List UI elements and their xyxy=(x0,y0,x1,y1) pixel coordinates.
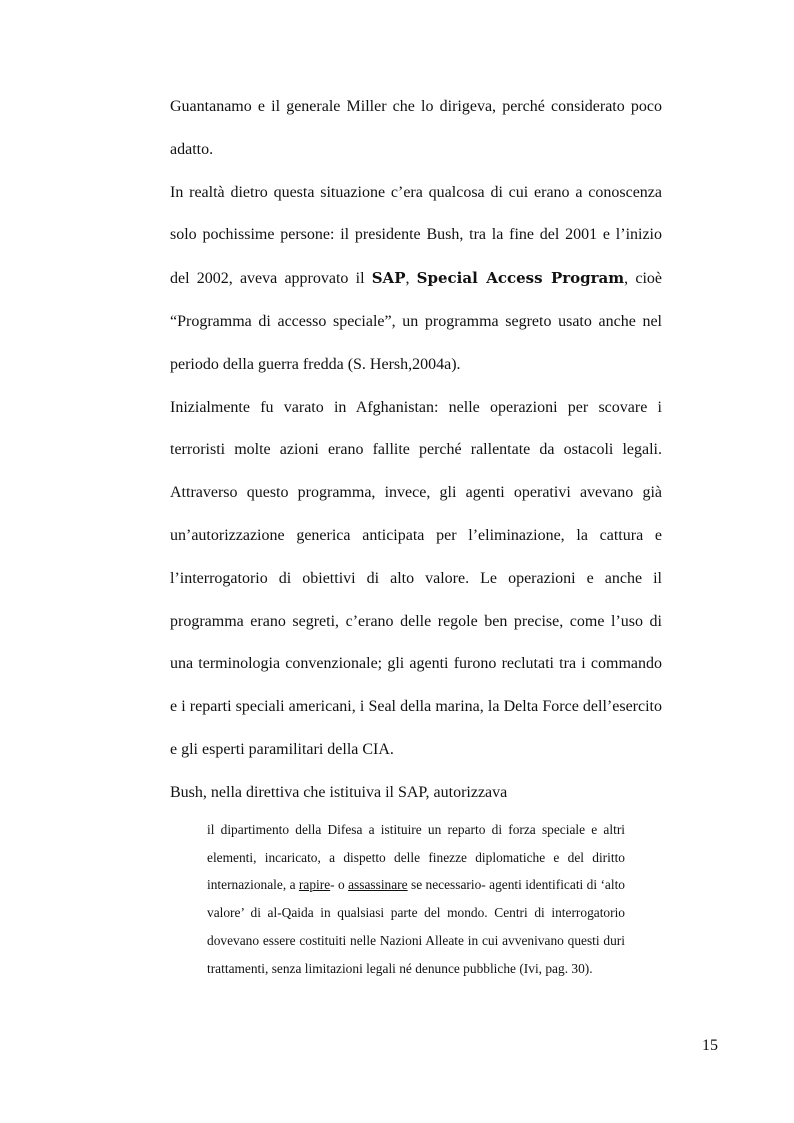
paragraph-2-intro: In realtà dietro questa situazione c’era qualcosa di cui erano a conoscenza solo pochissime persone: il presidente Bush, tra la fine del 2001 e l’inizio del 2002, aveva approvato il xyxy=(170,183,662,288)
underlined-rapire: rapire xyxy=(298,877,331,893)
page-number: 15 xyxy=(702,1037,718,1054)
paragraph-1: Guantanamo e il generale Miller che lo dirigeva, perché considerato poco adatto. xyxy=(170,98,662,158)
paragraph-2-comma: , xyxy=(405,270,417,288)
underlined-assassinare: assassinare xyxy=(348,877,408,893)
paragraph-3: Inizialmente fu varato in Afghanistan: nelle operazioni per scovare i terroristi molte azioni erano fallite perché rallentate da ostacoli legali. Attraverso questo programma, invece, gli agenti operativi avevano già un’autorizzazione generica anticipata per l’eliminazione, la cattura e l’interrogatorio di obiettivi di alto valore. Le operazioni e anche il programma erano segreti, c’erano delle regole ben precise, come l’uso di una terminologia convenzionale; gli agenti furono reclutati tra i commando e i reparti speciali americani, i Seal della marina, la Delta Force dell’esercito e gli esperti paramilitari della CIA. xyxy=(170,398,662,758)
paragraph-2 xyxy=(170,172,662,387)
block-quote xyxy=(207,816,625,982)
quote-part-2: - o xyxy=(330,877,349,893)
quote-part-1: il dipartimento della Difesa a istituire un reparto di forza speciale e altri elementi, incaricato, a dispetto delle finezze diplomatiche e del diritto internazionale, a xyxy=(207,822,625,893)
special-access-program-term: Special Access Program xyxy=(416,269,625,288)
sap-term: SAP xyxy=(371,269,406,288)
quote-part-3: se necessario- agenti identificati di ‘alto valore’ di al-Qaida in qualsiasi parte del mondo. Centri di interrogatorio dovevano essere costituiti nelle Nazioni Alleate in cui avvenivano questi duri trattamenti, senza limitazioni legali né denunce pubbliche (Ivi, pag. 30). xyxy=(207,877,625,976)
paragraph-4: Bush, nella direttiva che istituiva il SAP, autorizzava xyxy=(170,783,508,801)
body-text xyxy=(170,86,662,815)
paragraph-2-rest: , cioè “Programma di accesso speciale”, un programma segreto usato anche nel periodo della guerra fredda (S. Hersh,2004a). xyxy=(170,270,662,373)
